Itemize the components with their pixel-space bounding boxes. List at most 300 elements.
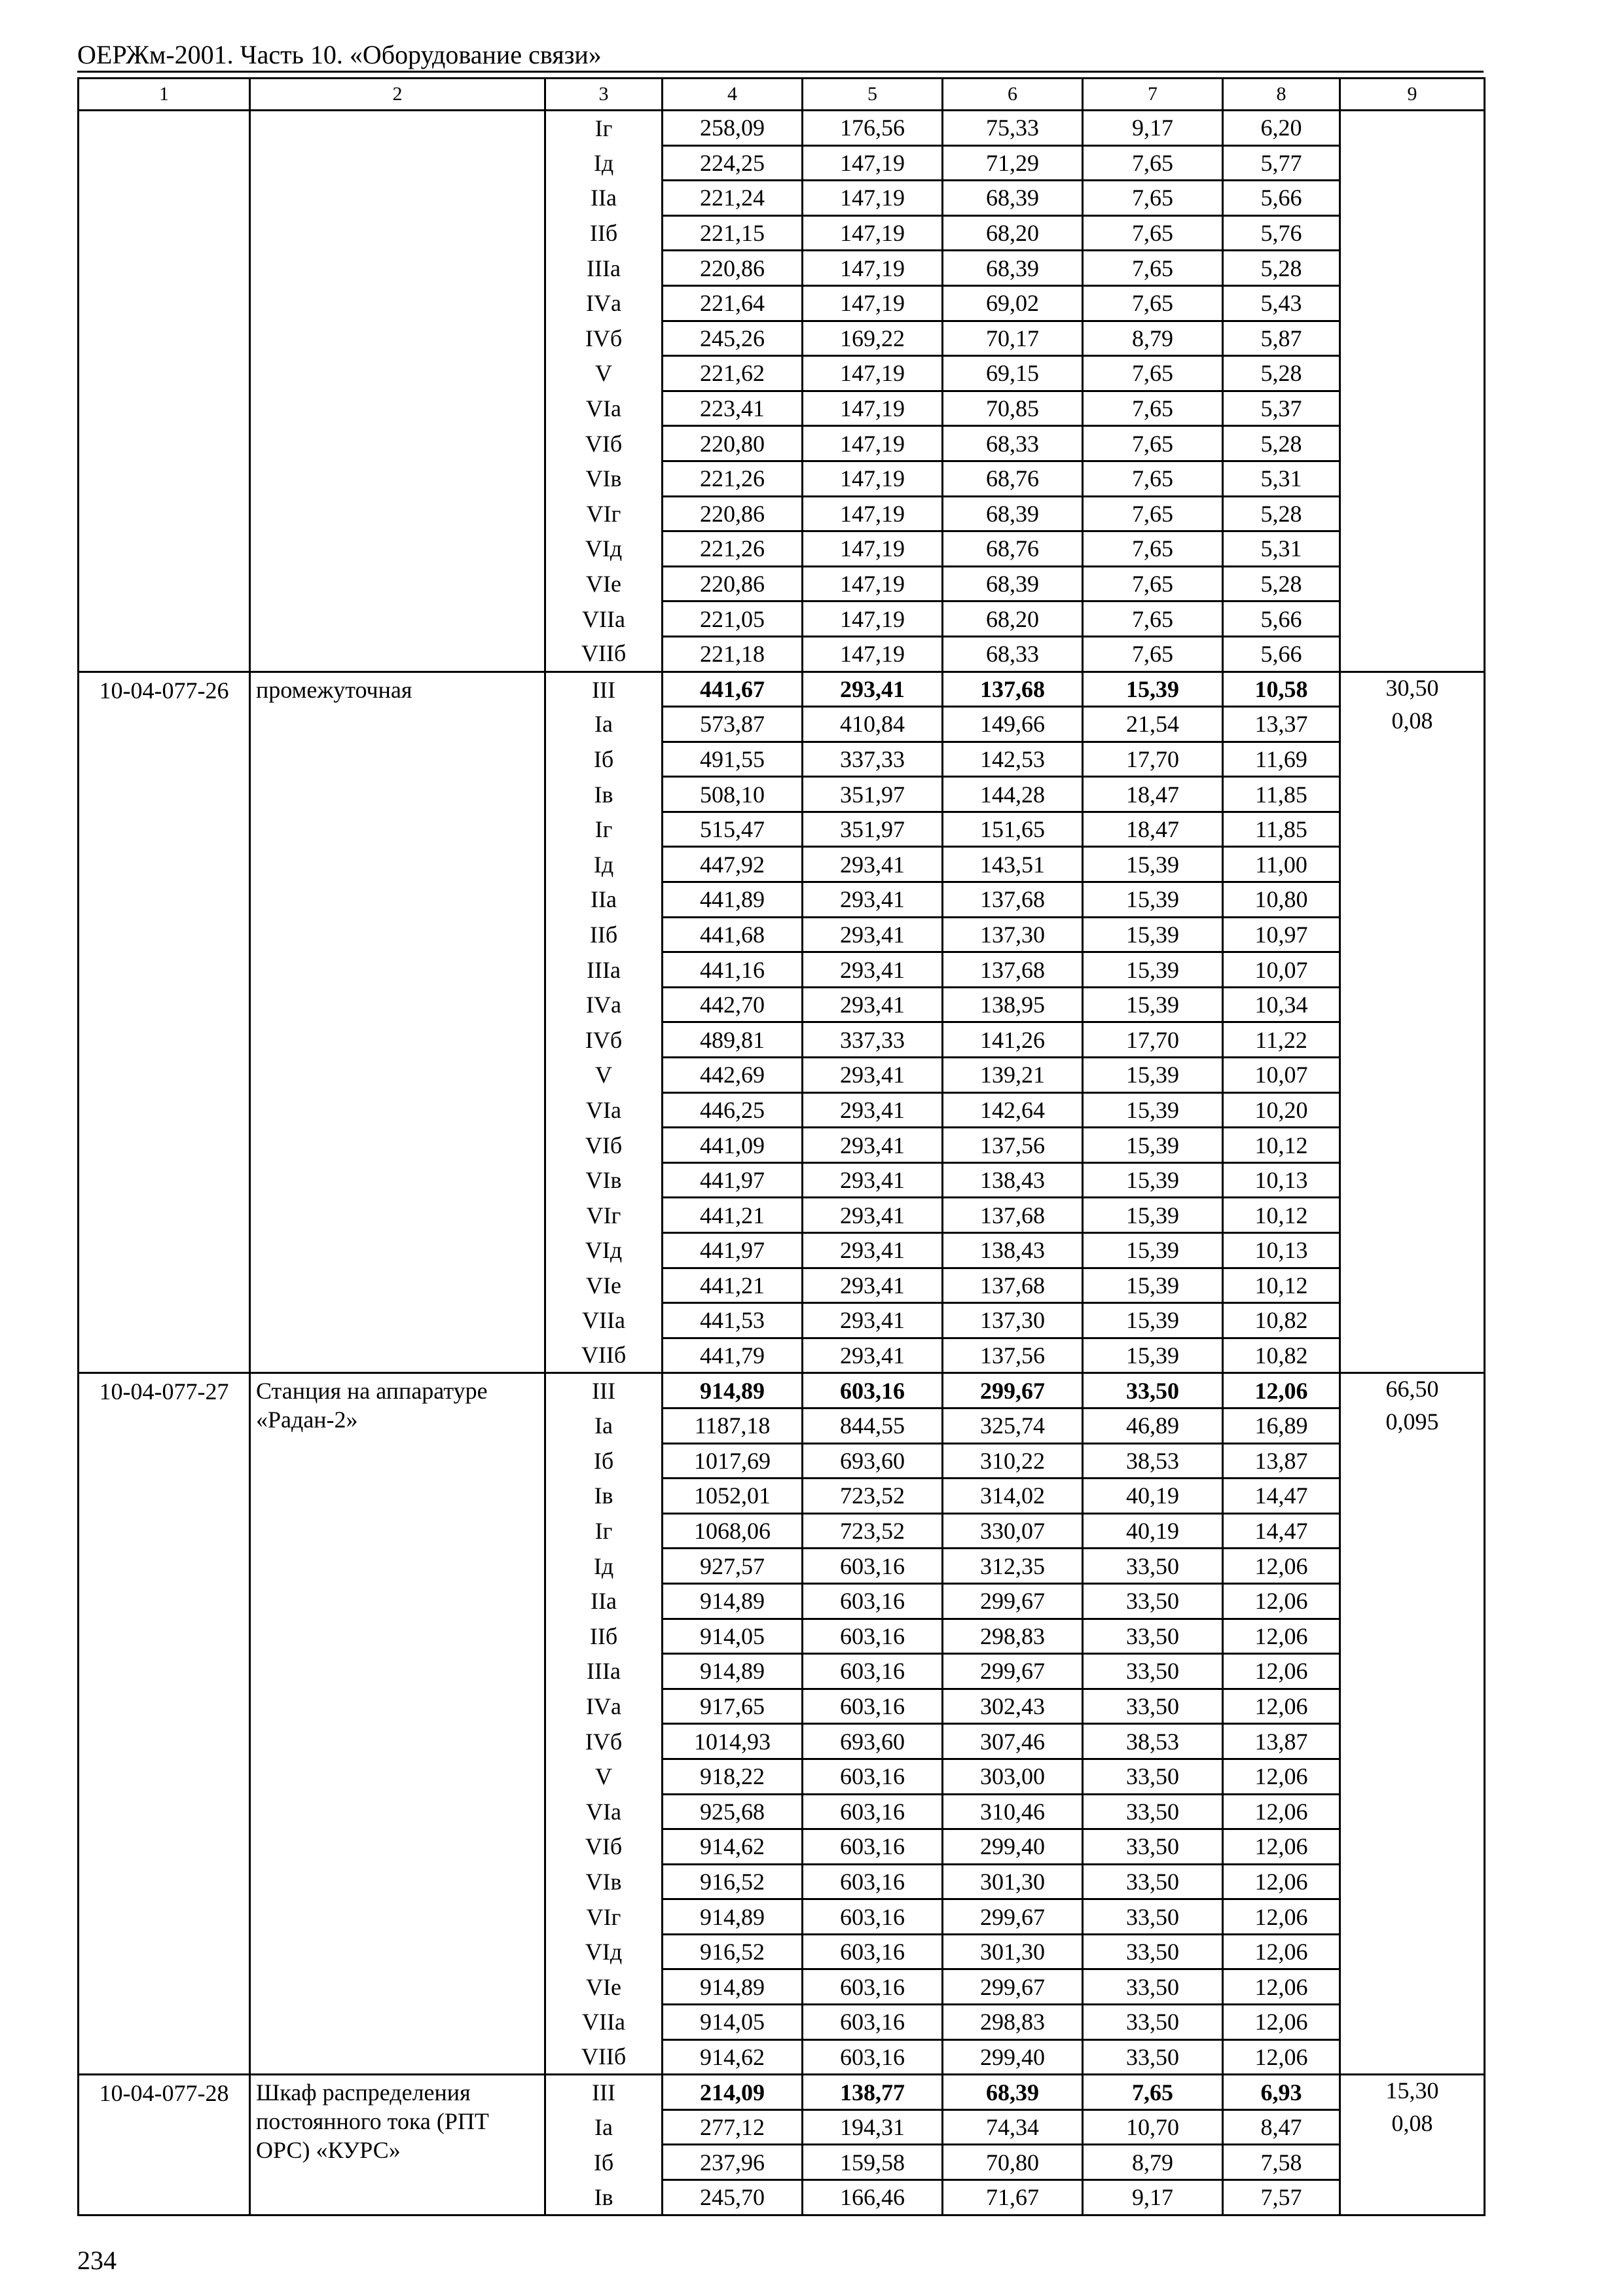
zone-code: IVа bbox=[545, 1689, 663, 1724]
value-cell: 147,19 bbox=[803, 251, 943, 286]
value-cell: 15,39 bbox=[1083, 987, 1223, 1022]
value-cell: 1068,06 bbox=[663, 1513, 803, 1549]
value-cell: 220,86 bbox=[663, 251, 803, 286]
value-cell: 11,85 bbox=[1223, 777, 1340, 812]
value-cell: 914,05 bbox=[663, 2005, 803, 2040]
value-cell: 214,09 bbox=[663, 2075, 803, 2110]
value-cell: 330,07 bbox=[943, 1513, 1083, 1549]
value-cell: 138,43 bbox=[943, 1162, 1083, 1198]
value-cell: 14,47 bbox=[1223, 1479, 1340, 1514]
zone-code: Iа bbox=[545, 1408, 663, 1443]
value-cell: 70,17 bbox=[943, 321, 1083, 356]
value-cell: 147,19 bbox=[803, 181, 943, 216]
zone-code: VIIа bbox=[545, 601, 663, 637]
value-cell: 68,39 bbox=[943, 566, 1083, 601]
value-cell: 5,43 bbox=[1223, 285, 1340, 321]
value-cell: 68,76 bbox=[943, 461, 1083, 496]
value-cell: 447,92 bbox=[663, 847, 803, 882]
value-cell: 1014,93 bbox=[663, 1724, 803, 1759]
value-cell: 5,77 bbox=[1223, 145, 1340, 181]
zone-code: V bbox=[545, 1759, 663, 1794]
value-cell: 17,70 bbox=[1083, 742, 1223, 777]
value-cell: 221,64 bbox=[663, 285, 803, 321]
value-cell: 914,89 bbox=[663, 1899, 803, 1935]
value-cell: 147,19 bbox=[803, 285, 943, 321]
column-number: 5 bbox=[803, 79, 943, 111]
zone-code: VIг bbox=[545, 1198, 663, 1233]
value-cell: 914,89 bbox=[663, 1373, 803, 1408]
value-cell: 245,26 bbox=[663, 321, 803, 356]
value-cell: 12,06 bbox=[1223, 1549, 1340, 1584]
value-cell: 5,31 bbox=[1223, 461, 1340, 496]
value-cell: 293,41 bbox=[803, 672, 943, 707]
value-cell: 11,69 bbox=[1223, 742, 1340, 777]
zone-code: Iг bbox=[545, 1513, 663, 1549]
value-cell: 723,52 bbox=[803, 1479, 943, 1514]
value-cell: 441,16 bbox=[663, 952, 803, 988]
value-cell: 137,68 bbox=[943, 672, 1083, 707]
value-cell: 603,16 bbox=[803, 1619, 943, 1654]
value-cell: 6,93 bbox=[1223, 2075, 1340, 2110]
value-cell: 15,39 bbox=[1083, 1303, 1223, 1338]
value-cell: 10,12 bbox=[1223, 1268, 1340, 1303]
value-cell: 159,58 bbox=[803, 2145, 943, 2180]
value-cell: 15,39 bbox=[1083, 1128, 1223, 1163]
item-name: промежуточная bbox=[250, 672, 545, 1373]
zone-code: V bbox=[545, 1058, 663, 1093]
value-cell: 13,37 bbox=[1223, 707, 1340, 742]
value-cell: 5,66 bbox=[1223, 636, 1340, 672]
value-cell: 693,60 bbox=[803, 1724, 943, 1759]
value-cell: 293,41 bbox=[803, 1233, 943, 1268]
resource-value: 0,08 bbox=[1391, 707, 1433, 734]
value-cell: 914,05 bbox=[663, 1619, 803, 1654]
value-cell: 137,56 bbox=[943, 1128, 1083, 1163]
value-cell: 573,87 bbox=[663, 707, 803, 742]
value-cell: 441,79 bbox=[663, 1338, 803, 1373]
value-cell: 142,53 bbox=[943, 742, 1083, 777]
value-cell: 142,64 bbox=[943, 1092, 1083, 1128]
zone-code: IIа bbox=[545, 181, 663, 216]
value-cell: 147,19 bbox=[803, 461, 943, 496]
value-cell: 33,50 bbox=[1083, 1899, 1223, 1935]
value-cell: 8,79 bbox=[1083, 321, 1223, 356]
value-cell: 441,53 bbox=[663, 1303, 803, 1338]
item-code: 10-04-077-28 bbox=[79, 2075, 250, 2215]
zone-code: Iд bbox=[545, 1549, 663, 1584]
zone-code: IVа bbox=[545, 285, 663, 321]
column-number: 7 bbox=[1083, 79, 1223, 111]
value-cell: 446,25 bbox=[663, 1092, 803, 1128]
zone-code: VIе bbox=[545, 566, 663, 601]
value-cell: 10,70 bbox=[1083, 2109, 1223, 2145]
value-cell: 221,18 bbox=[663, 636, 803, 672]
value-cell: 143,51 bbox=[943, 847, 1083, 882]
zone-code: VIг bbox=[545, 1899, 663, 1935]
zone-code: III bbox=[545, 1373, 663, 1408]
value-cell: 176,56 bbox=[803, 111, 943, 146]
value-cell: 299,67 bbox=[943, 1654, 1083, 1689]
zone-code: III bbox=[545, 672, 663, 707]
value-cell: 442,70 bbox=[663, 987, 803, 1022]
page-number: 234 bbox=[77, 2246, 117, 2275]
value-cell: 301,30 bbox=[943, 1864, 1083, 1899]
value-cell: 68,39 bbox=[943, 181, 1083, 216]
value-cell: 337,33 bbox=[803, 742, 943, 777]
value-cell: 293,41 bbox=[803, 1338, 943, 1373]
value-cell: 7,65 bbox=[1083, 391, 1223, 426]
value-cell: 15,39 bbox=[1083, 952, 1223, 988]
value-cell: 147,19 bbox=[803, 496, 943, 531]
zone-code: Iв bbox=[545, 1479, 663, 1514]
value-cell: 1017,69 bbox=[663, 1443, 803, 1479]
zone-code: IVа bbox=[545, 987, 663, 1022]
value-cell: 69,15 bbox=[943, 356, 1083, 391]
value-cell: 38,53 bbox=[1083, 1724, 1223, 1759]
value-cell: 71,67 bbox=[943, 2180, 1083, 2215]
value-cell: 293,41 bbox=[803, 917, 943, 952]
value-cell: 11,85 bbox=[1223, 812, 1340, 847]
value-cell: 5,31 bbox=[1223, 531, 1340, 567]
value-cell: 303,00 bbox=[943, 1759, 1083, 1794]
value-cell: 147,19 bbox=[803, 636, 943, 672]
value-cell: 11,22 bbox=[1223, 1022, 1340, 1058]
value-cell: 293,41 bbox=[803, 952, 943, 988]
value-cell: 5,28 bbox=[1223, 496, 1340, 531]
value-cell: 7,65 bbox=[1083, 496, 1223, 531]
column-number: 4 bbox=[663, 79, 803, 111]
column-number: 8 bbox=[1223, 79, 1340, 111]
zone-code: VIв bbox=[545, 1864, 663, 1899]
value-cell: 603,16 bbox=[803, 1934, 943, 1969]
value-cell: 10,80 bbox=[1223, 882, 1340, 918]
value-cell: 151,65 bbox=[943, 812, 1083, 847]
value-cell: 71,29 bbox=[943, 145, 1083, 181]
value-cell: 224,25 bbox=[663, 145, 803, 181]
value-cell: 15,39 bbox=[1083, 1092, 1223, 1128]
item-code: 10-04-077-26 bbox=[79, 672, 250, 1373]
value-cell: 144,28 bbox=[943, 777, 1083, 812]
value-cell: 723,52 bbox=[803, 1513, 943, 1549]
value-cell: 441,89 bbox=[663, 882, 803, 918]
value-cell: 12,06 bbox=[1223, 1373, 1340, 1408]
value-cell: 844,55 bbox=[803, 1408, 943, 1443]
value-cell: 441,21 bbox=[663, 1198, 803, 1233]
value-cell: 351,97 bbox=[803, 777, 943, 812]
value-cell: 441,68 bbox=[663, 917, 803, 952]
value-cell: 914,62 bbox=[663, 1829, 803, 1865]
value-cell: 245,70 bbox=[663, 2180, 803, 2215]
value-cell: 147,19 bbox=[803, 426, 943, 461]
value-cell: 12,06 bbox=[1223, 1864, 1340, 1899]
value-cell: 293,41 bbox=[803, 1162, 943, 1198]
value-cell: 18,47 bbox=[1083, 812, 1223, 847]
value-cell: 441,09 bbox=[663, 1128, 803, 1163]
value-cell: 5,28 bbox=[1223, 426, 1340, 461]
value-cell: 40,19 bbox=[1083, 1479, 1223, 1514]
value-cell: 9,17 bbox=[1083, 2180, 1223, 2215]
value-cell: 33,50 bbox=[1083, 1373, 1223, 1408]
value-cell: 12,06 bbox=[1223, 1759, 1340, 1794]
value-cell: 220,80 bbox=[663, 426, 803, 461]
value-cell: 12,06 bbox=[1223, 2005, 1340, 2040]
zone-code: Iв bbox=[545, 2180, 663, 2215]
value-cell: 223,41 bbox=[663, 391, 803, 426]
value-cell: 12,06 bbox=[1223, 2039, 1340, 2075]
value-cell: 441,21 bbox=[663, 1268, 803, 1303]
value-cell: 5,28 bbox=[1223, 251, 1340, 286]
zone-code: IIб bbox=[545, 215, 663, 251]
resource-value: 15,30 bbox=[1385, 2077, 1439, 2104]
value-cell: 7,65 bbox=[1083, 215, 1223, 251]
zone-code: VIIб bbox=[545, 2039, 663, 2075]
value-cell: 221,15 bbox=[663, 215, 803, 251]
value-cell: 147,19 bbox=[803, 145, 943, 181]
value-cell: 10,20 bbox=[1223, 1092, 1340, 1128]
value-cell: 137,68 bbox=[943, 952, 1083, 988]
zone-code: IVб bbox=[545, 321, 663, 356]
zone-code: VIа bbox=[545, 1092, 663, 1128]
value-cell: 75,33 bbox=[943, 111, 1083, 146]
zone-code: VIе bbox=[545, 1268, 663, 1303]
value-cell: 33,50 bbox=[1083, 2039, 1223, 2075]
zone-code: VIIа bbox=[545, 2005, 663, 2040]
value-cell: 220,86 bbox=[663, 496, 803, 531]
value-cell: 68,20 bbox=[943, 215, 1083, 251]
value-cell: 141,26 bbox=[943, 1022, 1083, 1058]
value-cell: 603,16 bbox=[803, 1759, 943, 1794]
resource-values bbox=[1340, 2075, 1485, 2215]
value-cell: 7,65 bbox=[1083, 566, 1223, 601]
value-cell: 927,57 bbox=[663, 1549, 803, 1584]
value-cell: 10,13 bbox=[1223, 1162, 1340, 1198]
zone-code: Iд bbox=[545, 847, 663, 882]
value-cell: 10,82 bbox=[1223, 1338, 1340, 1373]
item-code: 10-04-077-27 bbox=[79, 1373, 250, 2075]
value-cell: 18,47 bbox=[1083, 777, 1223, 812]
zone-code: Iв bbox=[545, 777, 663, 812]
resource-values bbox=[1340, 672, 1485, 1373]
value-cell: 10,12 bbox=[1223, 1198, 1340, 1233]
resource-value: 0,08 bbox=[1391, 2110, 1433, 2137]
value-cell: 5,76 bbox=[1223, 215, 1340, 251]
resource-value: 66,50 bbox=[1385, 1376, 1439, 1403]
value-cell: 139,21 bbox=[943, 1058, 1083, 1093]
value-cell: 515,47 bbox=[663, 812, 803, 847]
zone-code: VIв bbox=[545, 461, 663, 496]
value-cell: 137,56 bbox=[943, 1338, 1083, 1373]
value-cell: 15,39 bbox=[1083, 1233, 1223, 1268]
zone-code: Iб bbox=[545, 1443, 663, 1479]
value-cell: 302,43 bbox=[943, 1689, 1083, 1724]
zone-code: VIа bbox=[545, 1794, 663, 1829]
value-cell: 10,82 bbox=[1223, 1303, 1340, 1338]
value-cell: 15,39 bbox=[1083, 1198, 1223, 1233]
value-cell: 68,20 bbox=[943, 601, 1083, 637]
resource-value: 30,50 bbox=[1385, 674, 1439, 701]
value-cell: 147,19 bbox=[803, 566, 943, 601]
value-cell: 10,97 bbox=[1223, 917, 1340, 952]
zone-code: VIг bbox=[545, 496, 663, 531]
value-cell: 69,02 bbox=[943, 285, 1083, 321]
value-cell: 7,65 bbox=[1083, 285, 1223, 321]
value-cell: 293,41 bbox=[803, 1268, 943, 1303]
table-row bbox=[79, 111, 1485, 146]
zone-code: Iа bbox=[545, 707, 663, 742]
value-cell: 491,55 bbox=[663, 742, 803, 777]
zone-code: VIд bbox=[545, 531, 663, 567]
value-cell: 5,37 bbox=[1223, 391, 1340, 426]
value-cell: 147,19 bbox=[803, 391, 943, 426]
value-cell: 33,50 bbox=[1083, 1689, 1223, 1724]
value-cell: 298,83 bbox=[943, 1619, 1083, 1654]
value-cell: 68,39 bbox=[943, 496, 1083, 531]
value-cell: 137,30 bbox=[943, 1303, 1083, 1338]
value-cell: 914,89 bbox=[663, 1969, 803, 2005]
value-cell: 1052,01 bbox=[663, 1479, 803, 1514]
zone-code: VIб bbox=[545, 1829, 663, 1865]
resource-value: 0,095 bbox=[1385, 1408, 1439, 1435]
zone-code: IIIа bbox=[545, 251, 663, 286]
value-cell: 137,68 bbox=[943, 1268, 1083, 1303]
value-cell: 307,46 bbox=[943, 1724, 1083, 1759]
value-cell: 9,17 bbox=[1083, 111, 1223, 146]
value-cell: 293,41 bbox=[803, 847, 943, 882]
value-cell: 603,16 bbox=[803, 1829, 943, 1865]
value-cell: 12,06 bbox=[1223, 1899, 1340, 1935]
value-cell: 603,16 bbox=[803, 2039, 943, 2075]
value-cell: 12,06 bbox=[1223, 1583, 1340, 1619]
value-cell: 489,81 bbox=[663, 1022, 803, 1058]
value-cell: 314,02 bbox=[943, 1479, 1083, 1514]
value-cell: 74,34 bbox=[943, 2109, 1083, 2145]
value-cell: 16,89 bbox=[1223, 1408, 1340, 1443]
value-cell: 12,06 bbox=[1223, 1934, 1340, 1969]
value-cell: 15,39 bbox=[1083, 882, 1223, 918]
value-cell: 15,39 bbox=[1083, 917, 1223, 952]
value-cell: 325,74 bbox=[943, 1408, 1083, 1443]
value-cell: 138,77 bbox=[803, 2075, 943, 2110]
column-number: 1 bbox=[79, 79, 250, 111]
zone-code: VIIа bbox=[545, 1303, 663, 1338]
zone-code: VIIб bbox=[545, 1338, 663, 1373]
value-cell: 299,67 bbox=[943, 1969, 1083, 2005]
zone-code: Iг bbox=[545, 111, 663, 146]
value-cell: 33,50 bbox=[1083, 1794, 1223, 1829]
table-row bbox=[79, 2075, 1485, 2110]
column-number-row bbox=[79, 79, 1485, 111]
value-cell: 13,87 bbox=[1223, 1443, 1340, 1479]
value-cell: 603,16 bbox=[803, 1689, 943, 1724]
value-cell: 7,65 bbox=[1083, 356, 1223, 391]
table-row bbox=[79, 672, 1485, 707]
value-cell: 169,22 bbox=[803, 321, 943, 356]
value-cell: 916,52 bbox=[663, 1934, 803, 1969]
value-cell: 301,30 bbox=[943, 1934, 1083, 1969]
value-cell: 68,76 bbox=[943, 531, 1083, 567]
value-cell: 7,65 bbox=[1083, 251, 1223, 286]
value-cell: 221,26 bbox=[663, 461, 803, 496]
zone-code: VIб bbox=[545, 1128, 663, 1163]
value-cell: 12,06 bbox=[1223, 1654, 1340, 1689]
value-cell: 17,70 bbox=[1083, 1022, 1223, 1058]
value-cell: 137,68 bbox=[943, 1198, 1083, 1233]
value-cell: 7,57 bbox=[1223, 2180, 1340, 2215]
value-cell: 33,50 bbox=[1083, 1934, 1223, 1969]
value-cell: 12,06 bbox=[1223, 1689, 1340, 1724]
value-cell: 40,19 bbox=[1083, 1513, 1223, 1549]
value-cell: 310,46 bbox=[943, 1794, 1083, 1829]
zone-code: Iа bbox=[545, 2109, 663, 2145]
value-cell: 8,47 bbox=[1223, 2109, 1340, 2145]
value-cell: 15,39 bbox=[1083, 1058, 1223, 1093]
rates-table-body bbox=[79, 79, 1485, 2215]
value-cell: 917,65 bbox=[663, 1689, 803, 1724]
value-cell: 194,31 bbox=[803, 2109, 943, 2145]
column-number: 3 bbox=[545, 79, 663, 111]
value-cell: 298,83 bbox=[943, 2005, 1083, 2040]
value-cell: 10,07 bbox=[1223, 1058, 1340, 1093]
value-cell: 310,22 bbox=[943, 1443, 1083, 1479]
value-cell: 7,65 bbox=[1083, 531, 1223, 567]
value-cell: 149,66 bbox=[943, 707, 1083, 742]
zone-code: III bbox=[545, 2075, 663, 2110]
value-cell: 137,30 bbox=[943, 917, 1083, 952]
value-cell: 5,28 bbox=[1223, 566, 1340, 601]
value-cell: 299,40 bbox=[943, 2039, 1083, 2075]
zone-code: VIа bbox=[545, 391, 663, 426]
value-cell: 7,58 bbox=[1223, 2145, 1340, 2180]
zone-code: VIд bbox=[545, 1233, 663, 1268]
value-cell: 441,97 bbox=[663, 1162, 803, 1198]
value-cell: 15,39 bbox=[1083, 672, 1223, 707]
value-cell: 33,50 bbox=[1083, 1619, 1223, 1654]
value-cell: 337,33 bbox=[803, 1022, 943, 1058]
value-cell: 33,50 bbox=[1083, 1864, 1223, 1899]
value-cell: 68,39 bbox=[943, 2075, 1083, 2110]
value-cell: 68,39 bbox=[943, 251, 1083, 286]
value-cell: 7,65 bbox=[1083, 426, 1223, 461]
zone-code: Iд bbox=[545, 145, 663, 181]
value-cell: 351,97 bbox=[803, 812, 943, 847]
value-cell: 603,16 bbox=[803, 1864, 943, 1899]
value-cell: 221,26 bbox=[663, 531, 803, 567]
item-code bbox=[79, 111, 250, 672]
value-cell: 603,16 bbox=[803, 1373, 943, 1408]
zone-code: VIIб bbox=[545, 636, 663, 672]
value-cell: 33,50 bbox=[1083, 1759, 1223, 1794]
column-number: 9 bbox=[1340, 79, 1485, 111]
value-cell: 33,50 bbox=[1083, 1654, 1223, 1689]
value-cell: 7,65 bbox=[1083, 636, 1223, 672]
zone-code: IVб bbox=[545, 1724, 663, 1759]
value-cell: 138,95 bbox=[943, 987, 1083, 1022]
value-cell: 603,16 bbox=[803, 1549, 943, 1584]
value-cell: 914,89 bbox=[663, 1583, 803, 1619]
column-number: 2 bbox=[250, 79, 545, 111]
value-cell: 15,39 bbox=[1083, 1162, 1223, 1198]
value-cell: 33,50 bbox=[1083, 1549, 1223, 1584]
value-cell: 293,41 bbox=[803, 1128, 943, 1163]
resource-values bbox=[1340, 111, 1485, 672]
value-cell: 166,46 bbox=[803, 2180, 943, 2215]
zone-code: IVб bbox=[545, 1022, 663, 1058]
value-cell: 441,67 bbox=[663, 672, 803, 707]
column-number: 6 bbox=[943, 79, 1083, 111]
value-cell: 5,66 bbox=[1223, 601, 1340, 637]
value-cell: 293,41 bbox=[803, 1092, 943, 1128]
value-cell: 138,43 bbox=[943, 1233, 1083, 1268]
